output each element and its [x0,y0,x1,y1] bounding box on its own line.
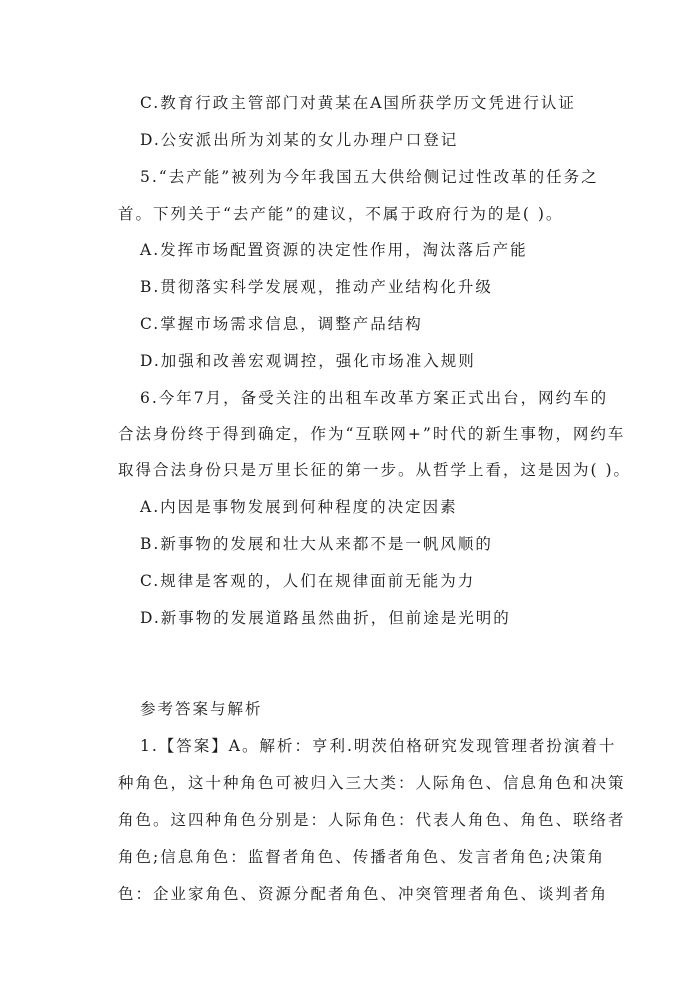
q5-stem-line1: 5.“去产能”被列为今年我国五大供给侧记过性改革的任务之 [140,168,599,186]
q6-option-d: D.新事物的发展道路虽然曲折，但前途是光明的 [140,609,511,627]
answer-1-line4: 角色;信息角色：监督者角色、传播者角色、发言者角色;决策角 [118,848,605,866]
answers-heading: 参考答案与解析 [140,700,263,718]
q5-stem-line2: 首。下列关于“去产能”的建议，不属于政府行为的是( )。 [118,205,564,223]
answer-1-line1: 1.【答案】A。解析：亨利.明茨伯格研究发现管理者扮演着十 [140,737,617,755]
answer-1-line3: 角色。这四种角色分别是：人际角色：代表人角色、角色、联络者 [118,811,626,829]
answer-1-line2: 种角色，这十种角色可被归入三大类：人际角色、信息角色和决策 [118,774,626,792]
q6-option-b: B.新事物的发展和壮大从来都不是一帆风顺的 [140,535,493,553]
q5-option-c: C.掌握市场需求信息，调整产品结构 [140,315,423,333]
q6-stem-line3: 取得合法身份只是万里长征的第一步。从哲学上看，这是因为( )。 [118,461,632,479]
answer-1-line5: 色：企业家角色、资源分配者角色、冲突管理者角色、谈判者角 [118,885,609,903]
q4-option-c: C.教育行政主管部门对黄某在A国所获学历文凭进行认证 [140,94,576,112]
q6-option-c: C.规律是客观的，人们在规律面前无能为力 [140,572,476,590]
q5-option-a: A.发挥市场配置资源的决定性作用，淘汰落后产能 [140,241,528,259]
q4-option-d: D.公安派出所为刘某的女儿办理户口登记 [140,131,459,149]
q6-stem-line1: 6.今年7月，备受关注的出租车改革方案正式出台，网约车的 [140,389,609,407]
q6-stem-line2: 合法身份终于得到确定，作为“互联网+”时代的新生事物，网约车 [118,425,626,443]
q5-option-b: B.贯彻落实科学发展观，推动产业结构化升级 [140,278,493,296]
q6-option-a: A.内因是事物发展到何种程度的决定因素 [140,498,458,516]
q5-option-d: D.加强和改善宏观调控，强化市场准入规则 [140,352,476,370]
